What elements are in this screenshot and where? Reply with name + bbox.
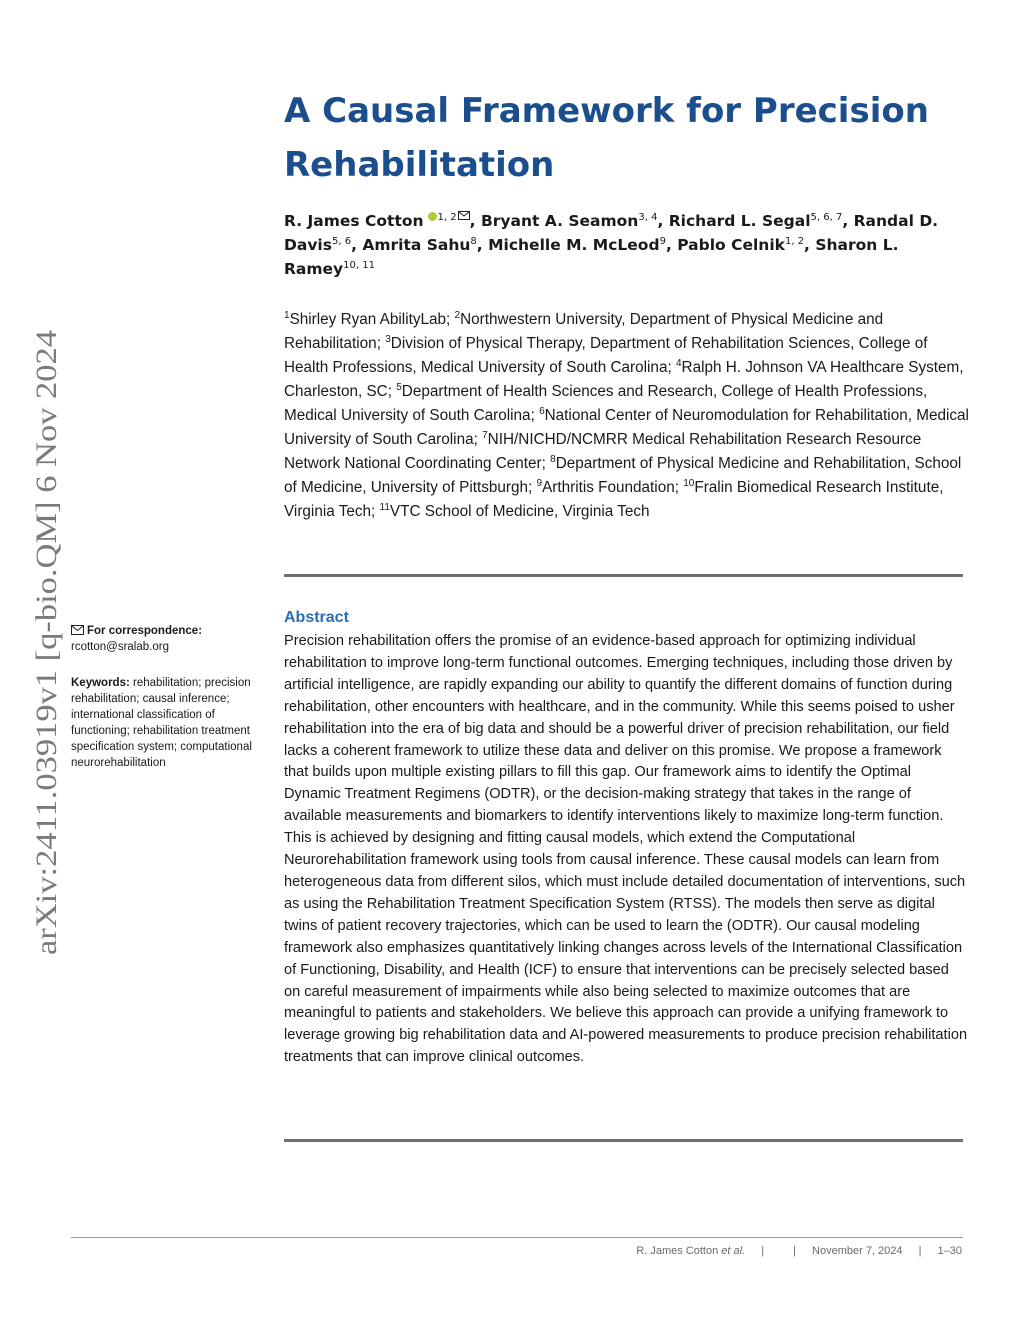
orcid-icon[interactable] (428, 212, 437, 221)
affiliation-number: 10 (683, 478, 695, 489)
author-affiliation-ref: 3, 4 (638, 212, 658, 223)
keywords-block (71, 675, 266, 771)
arxiv-identifier-stamp (20, 330, 70, 955)
affiliation-text: Ralph H. Johnson VA Healthcare System, Charleston, SC (284, 359, 964, 400)
keywords-label: Keywords: (71, 677, 130, 689)
correspondence-label: For correspondence: (87, 625, 203, 637)
author-name: Amrita Sahu (362, 236, 471, 254)
author-name: R. James Cotton (284, 212, 424, 230)
author-entry (284, 212, 470, 230)
affiliation-number: 4 (675, 358, 682, 369)
author-affiliation-ref: 1, 2 (784, 236, 805, 247)
affiliation-text: VTC School of Medicine, Virginia Tech (389, 503, 650, 520)
affiliation-number: 8 (550, 454, 556, 465)
affiliation-number: 3 (385, 334, 391, 345)
affiliation-text: National Center of Neuromodulation for Rehabilitation, Medical University of South Carolina (284, 407, 969, 448)
abstract-heading: Abstract (284, 609, 349, 626)
footer-separator: | (761, 1245, 765, 1257)
paper-title: A Causal Framework for Precision Rehabilitation (284, 91, 929, 185)
author-affiliation-ref: 9 (659, 236, 666, 247)
affiliation-text: Division of Physical Therapy, Department of Rehabilitation Sciences, College of Health Professions, Medical University of South Carolina (284, 335, 928, 376)
arxiv-stamp-text: arXiv:2411.03919v1 [q-bio.QM] 6 Nov 2024 (30, 411, 63, 955)
author-entry (677, 236, 804, 254)
footer-date: November 7, 2024 (812, 1245, 903, 1257)
author-affiliation-ref: 5, 6 (331, 236, 352, 247)
keywords-text: rehabilitation; precision rehabilitation; causal inference; international classification of functioning; rehabilitation treatment specification system; computational neurorehabilitation (71, 677, 252, 769)
section-divider-bottom (284, 1139, 963, 1142)
affiliation-text: Northwestern University, Department of Physical Medicine and Rehabilitation (284, 311, 884, 352)
author-entry (481, 212, 658, 230)
footer-divider (71, 1237, 963, 1238)
affiliation-list: $^1$Shirley Ryan AbilityLab; $^2$Northwestern University, Department of Physical Medicine and Rehabilitation; $^3$Division of Physical Therapy, Department of Rehabilitation Sciences, College of Health Professions, Medical University of South Carolina; $^4$Ralph H. Johnson VA Healthcare System, Charleston, SC; $^5$Department of Health Sciences and Research, College of Health Professions, Medical University of South Carolina; $^6$National Center of Neuromodulation for Rehabilitation, Medical University of South Carolina; $^7$NIH/NICHD/NCMRR Medical Rehabilitation Research Resource Network National Coordinating Center; $^8$Department of Physical Medicine and Rehabilitation, School of Medicine, University of Pittsburgh; $^9$Arthritis Foundation; $^{10}$Fralin Biomedical Research Institute, Virginia Tech; $^{11}$VTC School of Medicine, Virginia Tech (284, 310, 969, 520)
footer-etal: et al. (721, 1245, 746, 1257)
affiliation-text: Shirley Ryan AbilityLab (289, 311, 447, 328)
author-name: Sharon L. Ramey (284, 236, 899, 278)
correspondence-block (71, 623, 266, 655)
affiliation-entry (284, 311, 446, 328)
author-name: Pablo Celnik (677, 236, 785, 254)
sidebar (71, 623, 266, 771)
author-affiliation-ref: 8 (470, 236, 477, 247)
affiliation-number: 11 (379, 502, 390, 513)
affiliation-number: 7 (482, 430, 488, 441)
author-entry (488, 236, 666, 254)
affiliation-number: 9 (536, 478, 543, 489)
affiliation-text: Arthritis Foundation (542, 479, 675, 496)
affiliation-text: Department of Physical Medicine and Rehabilitation, School of Medicine, University of Pittsburgh (284, 455, 962, 496)
author-entry (669, 212, 843, 230)
author-name: Bryant A. Seamon (480, 212, 639, 230)
affiliation-number: 5 (396, 382, 402, 393)
affiliation-entry (537, 479, 675, 496)
footer-separator: | (918, 1245, 922, 1257)
footer-author: R. James Cotton (636, 1245, 719, 1257)
corresponding-envelope-icon (458, 211, 470, 220)
abstract-text: Precision rehabilitation offers the promise of an evidence-based approach for optimizing individual rehabilitation to improve long-term functional outcomes. Emerging techniques, including those driven by artificial intelligence, are rapidly expanding our ability to quantify the different domains of function during rehabilitation, other encounters with healthcare, and in the community. While this seems poised to usher rehabilitation into the era of big data and should be a powerful driver of precision rehabilitation, our field lacks a coherent framework to utilize these data and deliver on this promise. We propose a framework that builds upon multiple existing pillars to fill this gap. Our framework aims to identify the Optimal Dynamic Treatment Regimens (ODTR), or the decision-making strategy that takes in the range of available measurements and biomarkers to identify interventions likely to maximize long-term function. This is achieved by designing and fitting causal models, which extend the Computational Neurorehabilitation framework using tools from causal inference. These causal models can learn from heterogeneous data from different silos, which must include detailed documentation of interventions, such as using the Rehabilitation Treatment Specification System (RTSS). The models then serve as digital twins of patient recovery trajectories, which can be used to learn the (ODTR). Our causal modeling framework also emphasizes quantitatively linking changes across levels of the International Classification of Functioning, Disability, and Health (ICF) to ensure that interventions can be precisely selected based on careful measurement of impairments while also being selected to maximize outcomes that are meaningful to patients and stakeholders. We believe this approach can provide a unifying framework to leverage growing big rehabilitation data and AI-powered measurements to produce precision rehabilitation treatments that can improve clinical outcomes. (284, 633, 968, 1066)
section-divider-top (284, 574, 963, 577)
author-list: R. James Cotton $^{1, 2}$ , Bryant A. Seamon$^{3, 4}$, Richard L. Segal$^{5, 6, 7}$, Randal D. Davis$^{5, 6}$, Amrita Sahu$^8$, Michelle M. McLeod$^9$, Pablo Celnik$^{1, 2}$, Sharon L. Ramey$^{10, 11}$ (284, 212, 939, 278)
affiliation-number: 2 (454, 310, 461, 321)
affiliation-entry (380, 503, 650, 520)
footer-pages: 1–30 (937, 1245, 962, 1257)
affiliation-text: Department of Health Sciences and Research, College of Health Professions, Medical University of South Carolina (284, 383, 928, 424)
author-name: Michelle M. McLeod (488, 236, 660, 254)
envelope-icon (71, 625, 84, 635)
author-affiliation-ref: 1, 2 (437, 212, 457, 223)
page-footer (636, 1245, 962, 1257)
author-affiliation-ref: 5, 6, 7 (810, 212, 843, 223)
affiliation-number: 6 (539, 406, 545, 417)
author-affiliation-ref: 10, 11 (343, 260, 375, 271)
footer-separator: | (793, 1245, 796, 1257)
author-name: Richard L. Segal (668, 212, 811, 230)
author-name: Randal D. Davis (284, 212, 939, 254)
author-entry (362, 236, 476, 254)
correspondence-email[interactable]: rcotton@sralab.org (71, 641, 169, 653)
affiliation-text: Fralin Biomedical Research Institute, Virginia Tech (284, 479, 944, 520)
affiliation-text: NIH/NICHD/NCMRR Medical Rehabilitation Research Resource Network National Coordinating Center (284, 431, 922, 472)
affiliation-number: 1 (284, 310, 290, 321)
